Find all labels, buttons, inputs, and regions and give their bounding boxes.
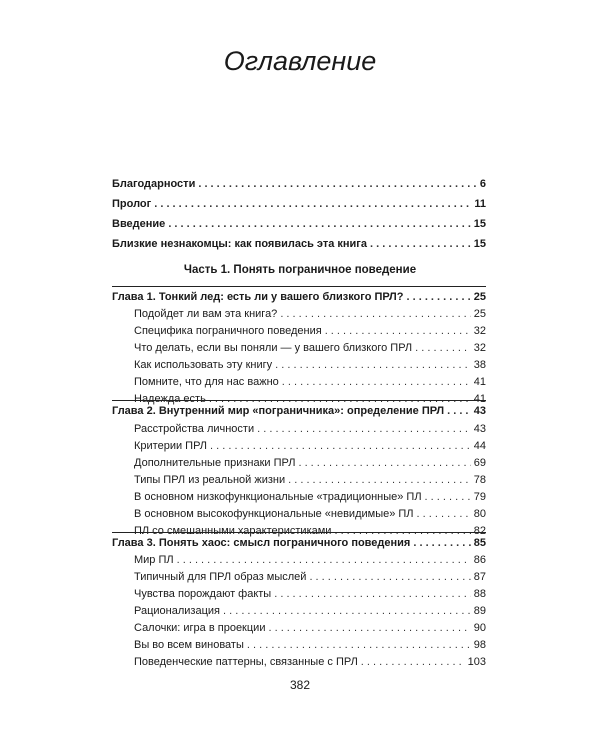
toc-entry-label: Специфика пограничного поведения xyxy=(134,325,322,337)
toc-entry-label: Салочки: игра в проекции xyxy=(134,622,266,634)
toc-entry-page: 25 xyxy=(473,291,486,303)
toc-entry-page: 85 xyxy=(473,537,486,549)
toc-entry-page: 78 xyxy=(473,474,486,486)
toc-entry-label: В основном высокофункциональные «невидимые» ПЛ xyxy=(134,508,414,520)
toc-entry-page: 38 xyxy=(473,359,486,371)
leader-dots xyxy=(275,358,471,372)
toc-entry-label: Поведенческие паттерны, связанные с ПРЛ xyxy=(134,656,358,668)
leader-dots xyxy=(257,422,471,436)
leader-dots xyxy=(280,307,470,321)
leader-dots xyxy=(154,197,471,211)
leader-dots xyxy=(447,404,471,418)
toc-section[interactable] xyxy=(134,604,486,618)
toc-entry-page: 44 xyxy=(473,440,486,452)
toc-title: Оглавление xyxy=(223,46,377,76)
toc-entry-label: Расстройства личности xyxy=(134,423,255,435)
toc-entry-label: Глава 3. Понять хаос: смысл пограничного поведения xyxy=(112,537,411,549)
leader-dots xyxy=(298,456,470,470)
toc-entry-page: 41 xyxy=(473,376,486,388)
toc-entry-label: Помните, что для нас важно xyxy=(134,376,279,388)
toc-entry-page: 43 xyxy=(473,405,486,417)
toc-entry-label: В основном низкофункциональные «традиционные» ПЛ xyxy=(134,491,422,503)
toc-section[interactable] xyxy=(134,341,486,355)
toc-entry-page: 82 xyxy=(473,525,486,537)
toc-entry-page: 89 xyxy=(473,605,486,617)
toc-section[interactable] xyxy=(134,473,486,487)
toc-entry-label: Близкие незнакомцы: как появилась эта книга xyxy=(112,238,367,250)
toc-section[interactable] xyxy=(134,587,486,601)
page-number: 382 xyxy=(289,678,311,692)
toc-entry-label: Типичный для ПРЛ образ мыслей xyxy=(134,571,307,583)
toc-entry-label: Что делать, если вы поняли — у вашего близкого ПРЛ xyxy=(134,342,413,354)
leader-dots xyxy=(268,621,470,635)
leader-dots xyxy=(309,570,470,584)
toc-entry-page: 86 xyxy=(473,554,486,566)
toc-entry-page: 87 xyxy=(473,571,486,583)
toc-chapter-3[interactable] xyxy=(112,536,486,550)
toc-entry-label: Глава 2. Внутренний мир «пограничника»: определение ПРЛ xyxy=(112,405,445,417)
leader-dots xyxy=(415,341,471,355)
toc-entry-label: Глава 1. Тонкий лед: есть ли у вашего близкого ПРЛ? xyxy=(112,291,404,303)
toc-entry-page: 6 xyxy=(479,178,486,190)
toc-entry-label: Пролог xyxy=(112,198,152,210)
leader-dots xyxy=(417,507,471,521)
toc-entry-close-strangers[interactable] xyxy=(112,237,486,251)
toc-section[interactable] xyxy=(134,324,486,338)
toc-entry-page: 25 xyxy=(473,308,486,320)
toc-entry-label: Введение xyxy=(112,218,166,230)
leader-dots xyxy=(325,324,471,338)
leader-dots xyxy=(282,375,471,389)
leader-dots xyxy=(406,290,470,304)
leader-dots xyxy=(413,536,470,550)
toc-entry-page: 15 xyxy=(473,218,486,230)
toc-section[interactable] xyxy=(134,439,486,453)
leader-dots xyxy=(425,490,471,504)
leader-dots xyxy=(198,177,477,191)
toc-section[interactable] xyxy=(134,621,486,635)
toc-section[interactable] xyxy=(134,553,486,567)
leader-dots xyxy=(168,217,470,231)
toc-entry-label: Надежда есть xyxy=(134,393,206,405)
toc-entry-page: 79 xyxy=(473,491,486,503)
toc-entry-page: 88 xyxy=(473,588,486,600)
toc-entry-label: Благодарности xyxy=(112,178,196,190)
leader-dots xyxy=(361,655,465,669)
toc-entry-page: 90 xyxy=(473,622,486,634)
leader-dots xyxy=(274,587,471,601)
chapter-divider xyxy=(112,400,486,401)
toc-entry-label: Чувства порождают факты xyxy=(134,588,272,600)
toc-entry-page: 98 xyxy=(473,639,486,651)
toc-entry-label: Критерии ПРЛ xyxy=(134,440,208,452)
toc-entry-label: Подойдет ли вам эта книга? xyxy=(134,308,278,320)
toc-entry-page: 15 xyxy=(473,238,486,250)
toc-entry-label: Мир ПЛ xyxy=(134,554,174,566)
toc-entry-label: Типы ПРЛ из реальной жизни xyxy=(134,474,286,486)
part-title: Часть 1. Понять пограничное поведение xyxy=(183,264,417,276)
toc-entry-page: 80 xyxy=(473,508,486,520)
chapter-divider xyxy=(112,286,486,287)
toc-entry-label: Вы во всем виноваты xyxy=(134,639,244,651)
toc-entry-introduction[interactable] xyxy=(112,217,486,231)
leader-dots xyxy=(177,553,471,567)
toc-section[interactable] xyxy=(134,375,486,389)
toc-section[interactable] xyxy=(134,507,486,521)
toc-chapter-2[interactable] xyxy=(112,404,486,418)
toc-section[interactable] xyxy=(134,456,486,470)
toc-section[interactable] xyxy=(134,307,486,321)
toc-section[interactable] xyxy=(134,638,486,652)
toc-section[interactable] xyxy=(134,358,486,372)
toc-section[interactable] xyxy=(134,490,486,504)
leader-dots xyxy=(370,237,471,251)
toc-entry-label: Дополнительные признаки ПРЛ xyxy=(134,457,296,469)
toc-entry-page: 103 xyxy=(467,656,486,668)
leader-dots xyxy=(288,473,471,487)
toc-entry-page: 43 xyxy=(473,423,486,435)
leader-dots xyxy=(247,638,471,652)
toc-entry-page: 32 xyxy=(473,342,486,354)
toc-section[interactable] xyxy=(134,570,486,584)
leader-dots xyxy=(210,439,471,453)
toc-entry-label: Рационализация xyxy=(134,605,220,617)
chapter-divider xyxy=(112,532,486,533)
toc-entry-acknowledgements[interactable] xyxy=(112,177,486,191)
toc-entry-page: 11 xyxy=(474,198,486,210)
toc-chapter-1[interactable] xyxy=(112,290,486,304)
toc-entry-page: 41 xyxy=(473,393,486,405)
toc-entry-label: ПЛ со смешанными характеристиками xyxy=(134,525,332,537)
toc-entry-label: Как использовать эту книгу xyxy=(134,359,273,371)
leader-dots xyxy=(223,604,471,618)
toc-entry-prologue[interactable] xyxy=(112,197,486,211)
toc-section[interactable] xyxy=(134,655,486,669)
toc-entry-page: 69 xyxy=(473,457,486,469)
toc-section[interactable] xyxy=(134,422,486,436)
toc-entry-page: 32 xyxy=(473,325,486,337)
